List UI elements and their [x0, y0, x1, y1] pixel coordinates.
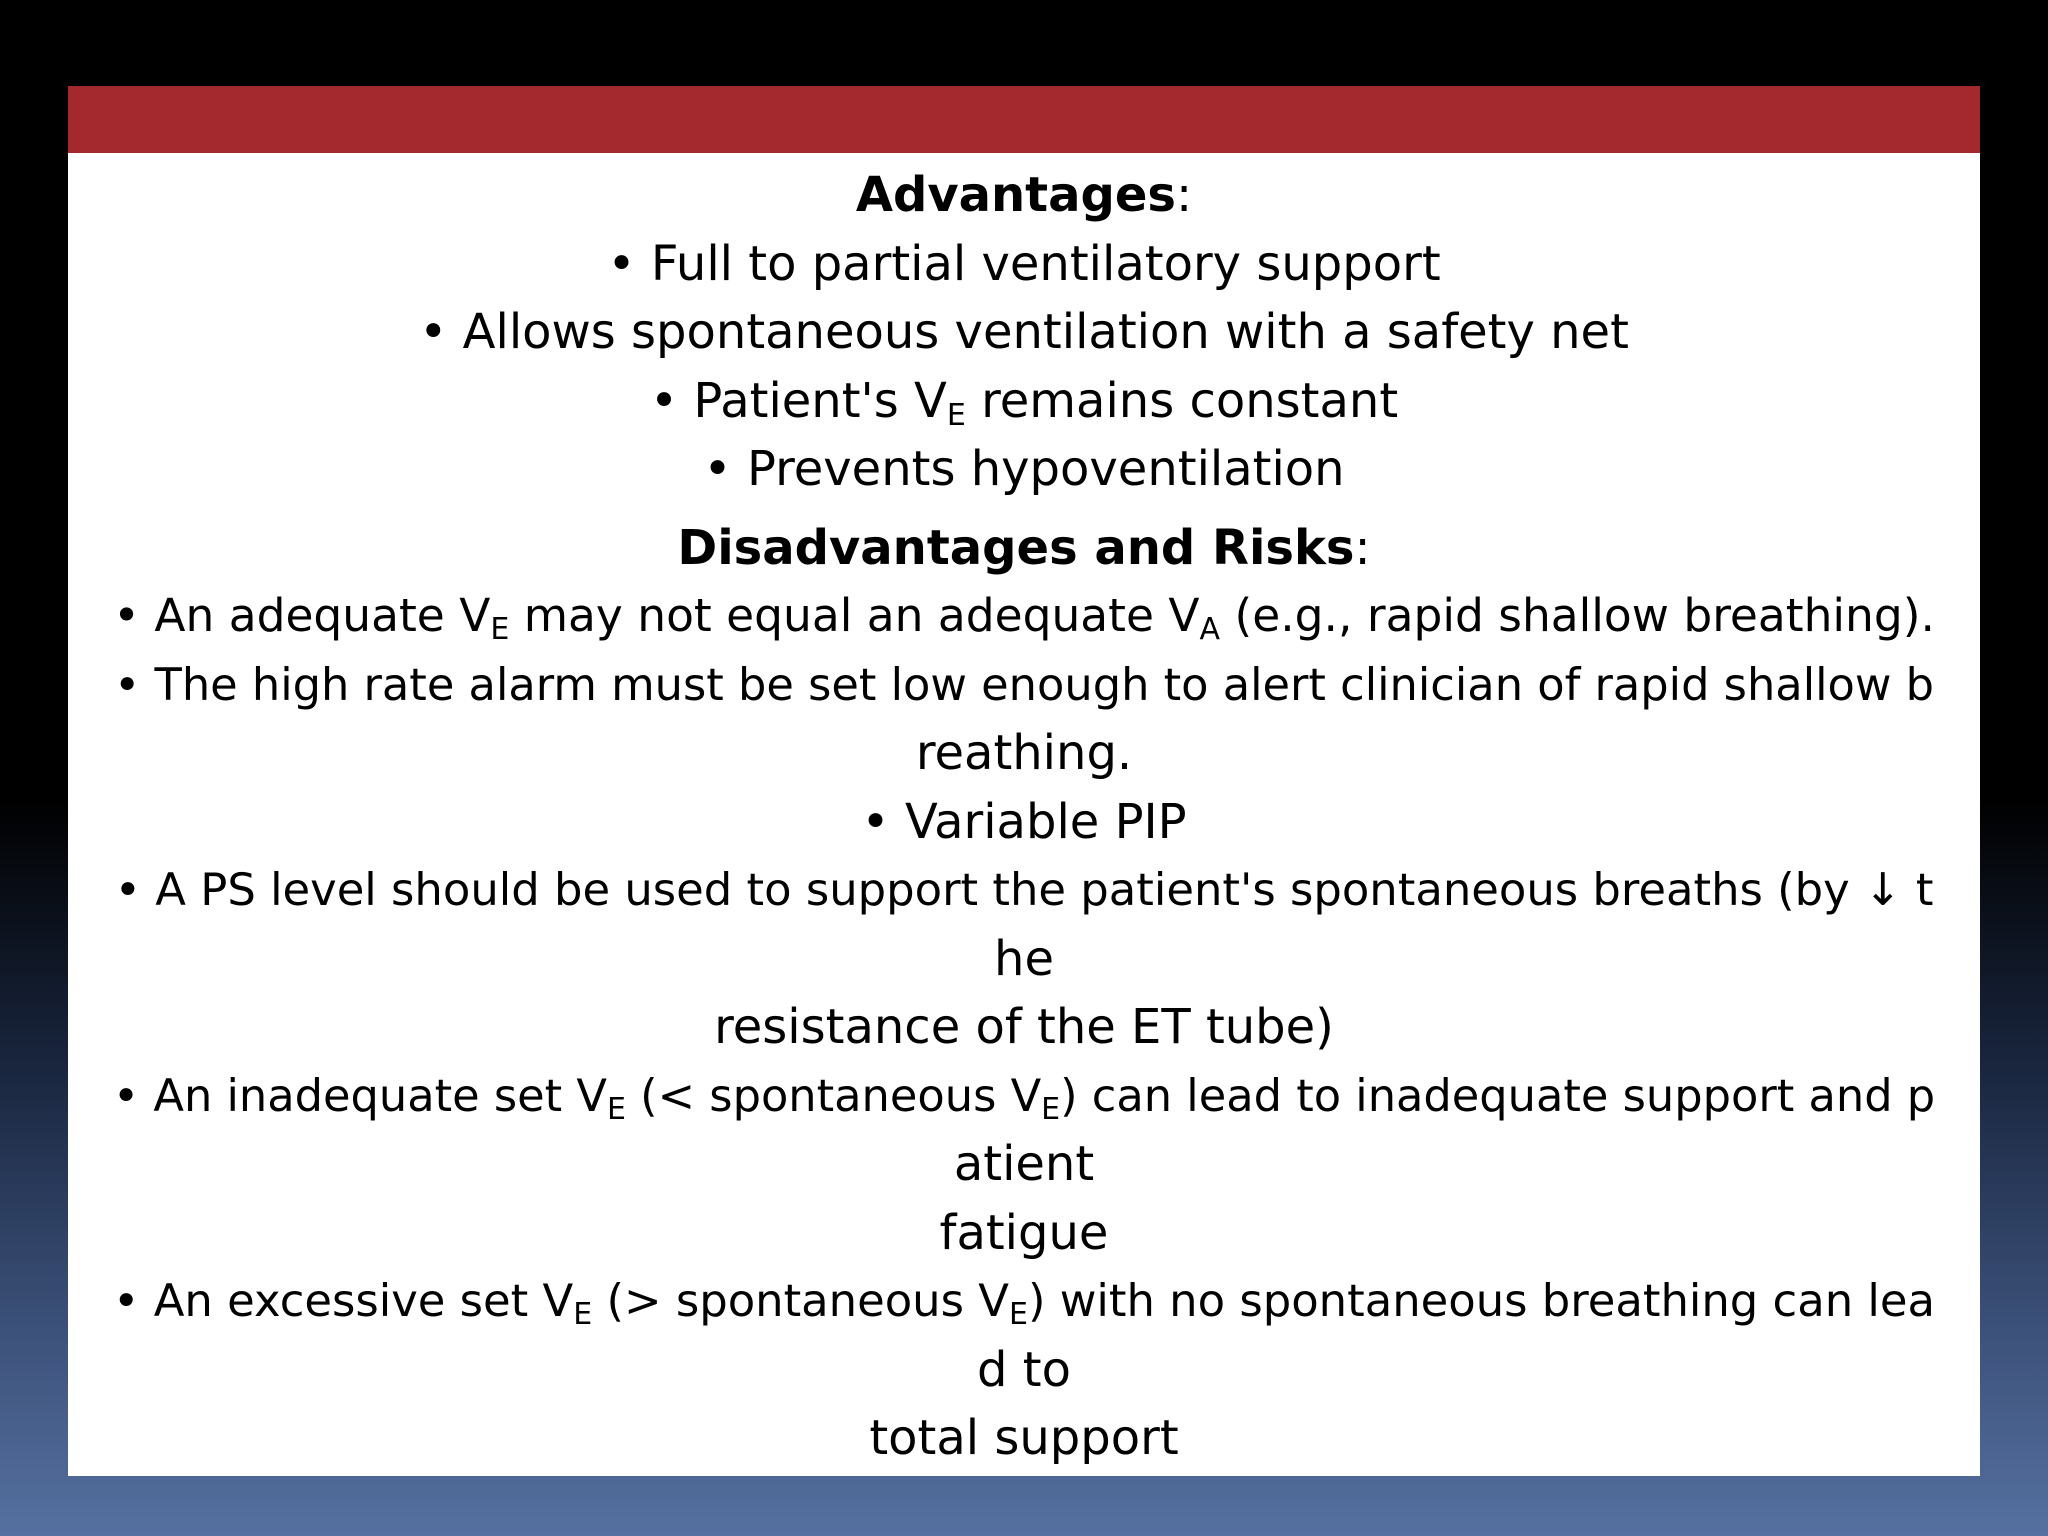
title-bar	[68, 86, 1980, 153]
disadvantage-item-high-rate-alarm: • The high rate alarm must be set low enough to alert clinician of rapid shallow b	[113, 657, 1935, 711]
advantage-item-full-partial: • Full to partial ventilatory support	[607, 235, 1441, 292]
disadvantage-item-inadequate-ve-cont: atient	[953, 1136, 1095, 1192]
disadvantage-item-excessive-ve-cont2: total support	[869, 1410, 1179, 1466]
disadvantage-item-inadequate-ve: • An inadequate set $V_E$ (< spontaneous $V_E$) can lead to inadequate support and p	[112, 1068, 1936, 1127]
disadvantage-item-excessive-ve: • An excessive set $V_E$ (> spontaneous $V_E$) with no spontaneous breathing can lea	[113, 1274, 1935, 1332]
disadvantage-item-ps-level: • A PS level should be used to support the patient's spontaneous breaths (by ↓ t	[114, 863, 1934, 916]
disadvantages-heading: Disadvantages and Risks:	[677, 519, 1371, 576]
slide-panel	[68, 86, 1980, 1476]
disadvantage-item-ps-level-cont: he	[994, 930, 1054, 987]
disadvantage-item-ps-level-cont2: resistance of the ET tube)	[714, 999, 1334, 1055]
slide-content	[100, 161, 1948, 1473]
disadvantage-item-high-rate-alarm-cont: reathing.	[915, 725, 1133, 781]
disadvantage-item-variable-pip: • Variable PIP	[861, 793, 1187, 850]
advantages-heading: Advantages:	[855, 167, 1193, 223]
advantage-item-ve-constant: • Patient's $V_E$ remains constant	[649, 372, 1399, 433]
disadvantage-item-excessive-ve-cont: d to	[977, 1341, 1071, 1398]
advantage-item-spontaneous: • Allows spontaneous ventilation with a safety net	[419, 304, 1629, 360]
advantage-item-hypoventilation: • Prevents hypoventilation	[703, 441, 1345, 497]
disadvantage-item-inadequate-ve-cont2: fatigue	[939, 1204, 1109, 1261]
disadvantage-item-adequate-ve: • An adequate $V_E$ may not equal an adequate $V_A$ (e.g., rapid shallow breathing).	[113, 589, 1935, 647]
